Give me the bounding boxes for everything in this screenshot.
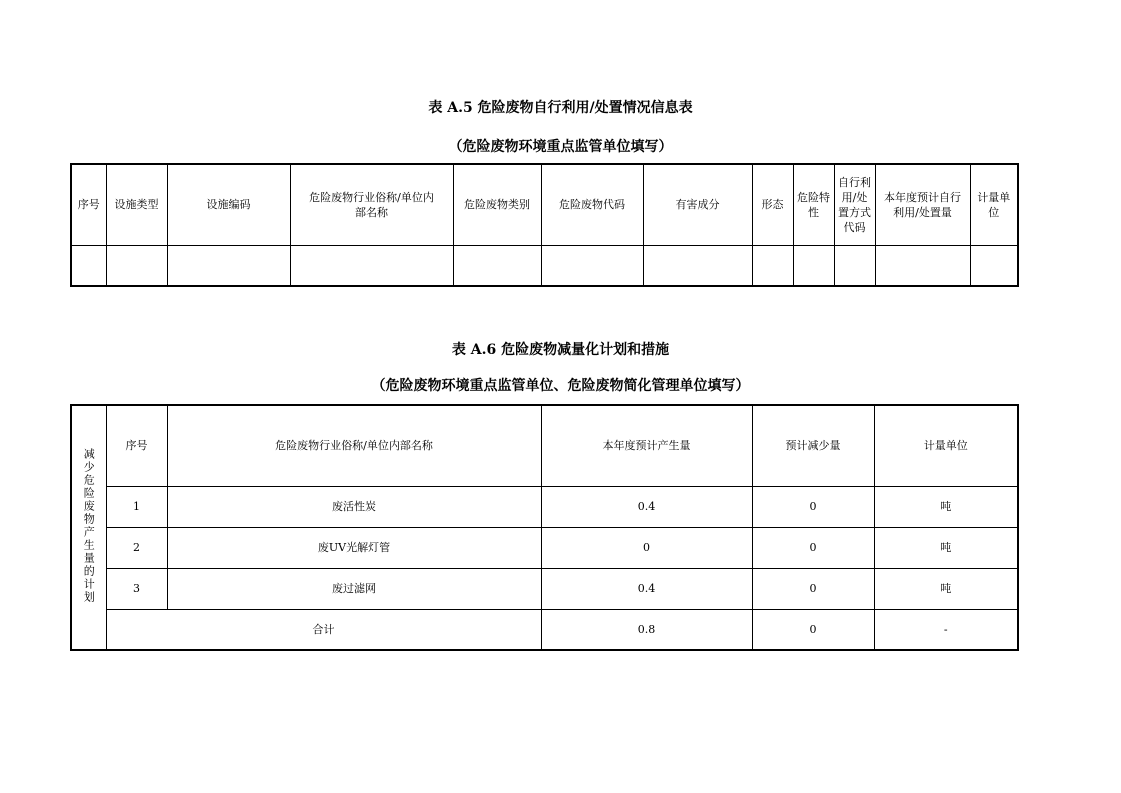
table-a5-subtitle: （危险废物环境重点监管单位填写）	[448, 139, 673, 155]
empty-cell[interactable]	[793, 245, 834, 286]
expected-amount: 0	[541, 527, 752, 568]
empty-cell[interactable]	[643, 245, 752, 286]
table-row	[71, 527, 1018, 568]
empty-cell[interactable]	[290, 245, 453, 286]
total-reduction: 0	[752, 609, 874, 650]
header-cell: 预计减少量	[752, 405, 874, 486]
empty-cell[interactable]	[106, 245, 167, 286]
empty-cell[interactable]	[875, 245, 970, 286]
table-a6-header-row	[71, 405, 1018, 486]
header-cell: 序号	[106, 405, 167, 486]
empty-cell[interactable]	[453, 245, 541, 286]
header-cell: 计量单位	[970, 164, 1018, 245]
reduction-amount: 0	[752, 527, 874, 568]
table-a6	[70, 404, 1019, 651]
waste-name: 废活性炭	[167, 486, 541, 527]
table-a5-empty-row	[71, 245, 1018, 286]
expected-amount: 0.4	[541, 486, 752, 527]
table-row	[71, 486, 1018, 527]
header-cell: 有害成分	[643, 164, 752, 245]
total-expected: 0.8	[541, 609, 752, 650]
row-index: 1	[106, 486, 167, 527]
row-index: 3	[106, 568, 167, 609]
header-cell: 本年度预计产生量	[541, 405, 752, 486]
table-a5-title: 表 A.5 危险废物自行利用/处置情况信息表	[428, 100, 693, 116]
waste-name: 废过滤网	[167, 568, 541, 609]
reduction-amount: 0	[752, 568, 874, 609]
side-label: 减少危险废物产生量的计划	[82, 447, 96, 604]
table-row	[71, 568, 1018, 609]
unit: 吨	[874, 486, 1018, 527]
empty-cell[interactable]	[71, 245, 106, 286]
waste-name: 废UV光解灯管	[167, 527, 541, 568]
side-label-cell	[71, 405, 106, 650]
header-cell: 形态	[752, 164, 793, 245]
header-cell: 危险废物行业俗称/单位内部名称	[290, 164, 453, 245]
header-cell: 设施类型	[106, 164, 167, 245]
unit: 吨	[874, 568, 1018, 609]
header-cell: 危险废物代码	[541, 164, 643, 245]
header-cell: 设施编码	[167, 164, 290, 245]
total-row	[71, 609, 1018, 650]
header-cell: 本年度预计自行利用/处置量	[875, 164, 970, 245]
header-cell: 计量单位	[874, 405, 1018, 486]
empty-cell[interactable]	[541, 245, 643, 286]
empty-cell[interactable]	[167, 245, 290, 286]
table-a6-subtitle: （危险废物环境重点监管单位、危险废物简化管理单位填写）	[371, 378, 750, 394]
unit: 吨	[874, 527, 1018, 568]
header-cell: 危险废物类别	[453, 164, 541, 245]
empty-cell[interactable]	[834, 245, 875, 286]
header-cell: 危险特性	[793, 164, 834, 245]
expected-amount: 0.4	[541, 568, 752, 609]
header-cell: 危险废物行业俗称/单位内部名称	[167, 405, 541, 486]
row-index: 2	[106, 527, 167, 568]
empty-cell[interactable]	[970, 245, 1018, 286]
table-a6-title: 表 A.6 危险废物减量化计划和措施	[451, 342, 670, 358]
empty-cell[interactable]	[752, 245, 793, 286]
table-a5	[70, 163, 1019, 287]
reduction-amount: 0	[752, 486, 874, 527]
total-unit: -	[874, 609, 1018, 650]
header-cell: 自行利用/处置方式代码	[834, 164, 875, 245]
total-label: 合计	[106, 609, 541, 650]
header-cell: 序号	[71, 164, 106, 245]
table-a5-header-row	[71, 164, 1018, 245]
